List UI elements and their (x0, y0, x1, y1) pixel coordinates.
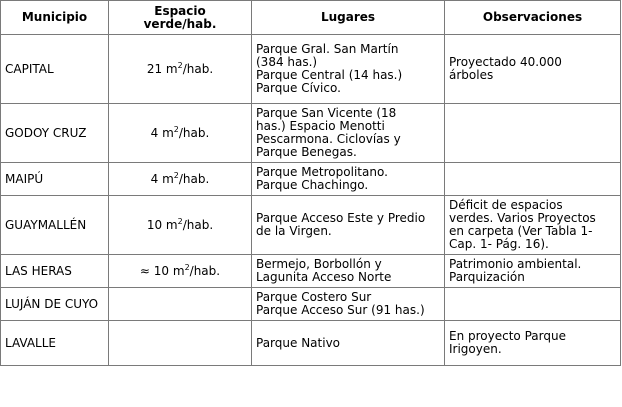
espacio-cell (109, 321, 252, 366)
espacio-cell (109, 104, 252, 163)
unit-exponent: 2 (184, 262, 190, 272)
table-row (1, 35, 621, 104)
unit-exponent: 2 (177, 60, 183, 70)
table-row (1, 255, 621, 288)
observaciones-cell (445, 163, 621, 196)
observaciones-cell: Patrimonio ambiental. Parquización (445, 255, 621, 288)
header-lugares: Lugares (252, 1, 445, 35)
header-municipio: Municipio (1, 1, 109, 35)
table-row (1, 196, 621, 255)
espacio-value: ≈ 10 m (139, 263, 185, 278)
observaciones-cell: En proyecto Parque Irigoyen. (445, 321, 621, 366)
espacio-value: 4 m (150, 171, 174, 186)
unit-exponent: 2 (177, 216, 183, 226)
header-espacio-verde: Espacio verde/hab. (109, 1, 252, 35)
lugares-cell: Parque Costero Sur Parque Acceso Sur (91 has.) (252, 288, 445, 321)
table-row (1, 104, 621, 163)
municipio-cell: GUAYMALLÉN (1, 196, 109, 255)
municipio-cell: LAS HERAS (1, 255, 109, 288)
espacio-cell (109, 196, 252, 255)
espacio-value: 4 m (150, 125, 174, 140)
lugares-cell: Parque Gral. San Martín (384 has.) Parque Central (14 has.) Parque Cívico. (252, 35, 445, 104)
municipio-cell: LAVALLE (1, 321, 109, 366)
table-row (1, 321, 621, 366)
unit-exponent: 2 (173, 170, 179, 180)
espacio-unit: /hab. (182, 217, 214, 232)
espacio-unit: /hab. (182, 61, 214, 76)
municipio-cell: GODOY CRUZ (1, 104, 109, 163)
municipio-cell: LUJÁN DE CUYO (1, 288, 109, 321)
lugares-cell: Parque Metropolitano. Parque Chachingo. (252, 163, 445, 196)
municipio-cell: CAPITAL (1, 35, 109, 104)
table-row (1, 288, 621, 321)
lugares-cell: Parque San Vicente (18 has.) Espacio Menotti Pescarmona. Ciclovías y Parque Benegas. (252, 104, 445, 163)
table-row (1, 163, 621, 196)
unit-exponent: 2 (173, 124, 179, 134)
espacio-cell (109, 163, 252, 196)
lugares-cell: Parque Acceso Este y Predio de la Virgen. (252, 196, 445, 255)
observaciones-cell: Déficit de espacios verdes. Varios Proyectos en carpeta (Ver Tabla 1- Cap. 1- Pág. 16). (445, 196, 621, 255)
espacio-cell (109, 35, 252, 104)
espacio-value: 21 m (146, 61, 178, 76)
header-row (1, 1, 621, 35)
espacio-unit: /hab. (178, 125, 210, 140)
espacio-cell (109, 255, 252, 288)
observaciones-cell (445, 104, 621, 163)
observaciones-cell: Proyectado 40.000 árboles (445, 35, 621, 104)
lugares-cell: Bermejo, Borbollón y Lagunita Acceso Norte (252, 255, 445, 288)
espacio-unit: /hab. (189, 263, 221, 278)
observaciones-cell (445, 288, 621, 321)
espacio-unit: /hab. (178, 171, 210, 186)
espacio-cell (109, 288, 252, 321)
municipio-cell: MAIPÚ (1, 163, 109, 196)
espacio-value: 10 m (146, 217, 178, 232)
lugares-cell: Parque Nativo (252, 321, 445, 366)
header-observaciones: Observaciones (445, 1, 621, 35)
